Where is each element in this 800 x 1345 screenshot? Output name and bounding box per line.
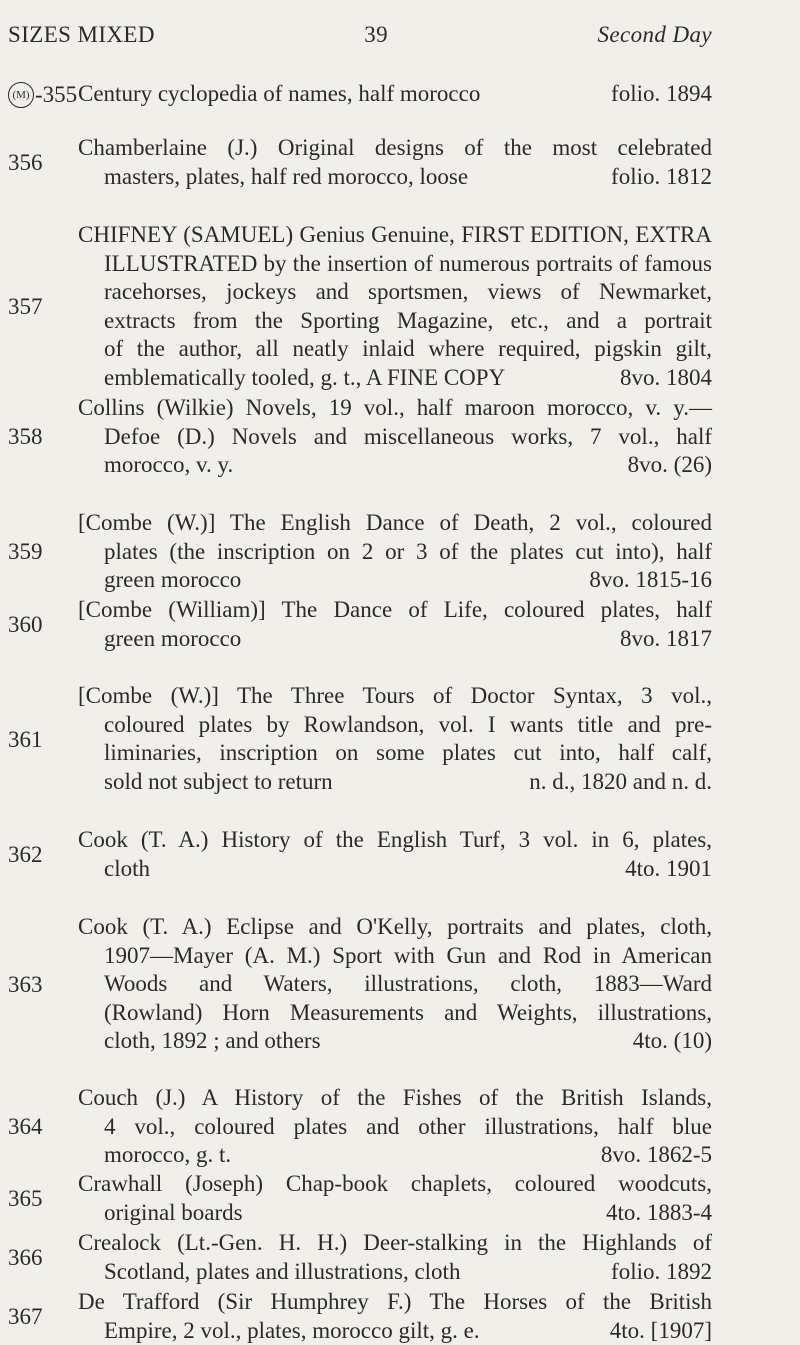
format-date: 8vo. (26) [628, 451, 712, 480]
format-date: 4to. [1907] [610, 1317, 712, 1345]
lot-description [78, 509, 712, 595]
format-date: folio. 1812 [611, 163, 712, 192]
header-left: SIZES MIXED [8, 22, 155, 48]
lot-number [8, 1084, 78, 1170]
lot-number [8, 596, 78, 653]
description-line: emblematically tooled, g. t., A FINE COPY 8vo. 1804 [78, 364, 712, 393]
description-line: Crealock (Lt.-Gen. H. H.) Deer-stalking in the Highlands of [78, 1229, 712, 1258]
description-line: green morocco 8vo. 1815-16 [78, 566, 712, 595]
description-line: [Combe (W.)] The Three Tours of Doctor Syntax, 3 vol., [78, 682, 712, 711]
lot-entry [8, 1084, 712, 1170]
lot-entry [8, 1288, 712, 1345]
lot-number-text: 363 [8, 970, 43, 999]
lot-number [8, 1170, 78, 1227]
format-date: 4to. 1901 [625, 855, 712, 884]
description-line: Cook (T. A.) History of the English Turf, 3 vol. in 6, plates, [78, 826, 712, 855]
lot-entry [8, 134, 712, 191]
description-line: masters, plates, half red morocco, loose folio. 1812 [78, 163, 712, 192]
lot-description [78, 394, 712, 480]
description-line: original boards 4to. 1883-4 [78, 1199, 712, 1228]
lot-description [78, 221, 712, 392]
lot-number [8, 509, 78, 595]
lot-description [78, 826, 712, 883]
description-line: of the author, all neatly inlaid where required, pigskin gilt, [78, 335, 712, 364]
lot-entry [8, 509, 712, 595]
description-line: (Rowland) Horn Measurements and Weights, illustrations, [78, 999, 712, 1028]
lot-description [78, 596, 712, 653]
lot-number-text: 356 [8, 148, 43, 177]
format-date: n. d., 1820 and n. d. [529, 768, 712, 797]
description-line: [Combe (William)] The Dance of Life, coloured plates, half [78, 596, 712, 625]
lot-entry [8, 221, 712, 392]
description-line: Scotland, plates and illustrations, cloth folio. 1892 [78, 1258, 712, 1287]
lot-entry [8, 682, 712, 796]
description-line: Couch (J.) A History of the Fishes of the British Islands, [78, 1084, 712, 1113]
lot-description [78, 1170, 712, 1227]
format-date: 8vo. 1817 [620, 625, 712, 654]
lot-number-text: 365 [8, 1184, 43, 1213]
description-line: morocco, g. t. 8vo. 1862-5 [78, 1141, 712, 1170]
lot-number [8, 826, 78, 883]
description-line: [Combe (W.)] The English Dance of Death, 2 vol., coloured [78, 509, 712, 538]
description-line: Defoe (D.) Novels and miscellaneous works, 7 vol., half [78, 423, 712, 452]
lot-number-text: 357 [8, 292, 43, 321]
description-line: Empire, 2 vol., plates, morocco gilt, g. e. 4to. [1907] [78, 1317, 712, 1345]
page-header [8, 22, 712, 48]
lot-description [78, 1288, 712, 1345]
lot-number [8, 1288, 78, 1345]
lot-number [8, 913, 78, 1056]
lot-description [78, 913, 712, 1056]
lot-entry [8, 1170, 712, 1227]
lot-number [8, 80, 78, 109]
lot-entry [8, 826, 712, 883]
description-line: cloth 4to. 1901 [78, 855, 712, 884]
lot-number-text: 366 [8, 1243, 43, 1272]
format-date: 4to. 1883-4 [606, 1199, 712, 1228]
description-line: Chamberlaine (J.) Original designs of the most celebrated [78, 134, 712, 163]
description-line: cloth, 1892 ; and others 4to. (10) [78, 1027, 712, 1056]
description-line: ILLUSTRATED by the insertion of numerous portraits of famous [78, 250, 712, 279]
lot-description [78, 1084, 712, 1170]
lot-number-text: 367 [8, 1302, 43, 1331]
description-line: plates (the inscription on 2 or 3 of the plates cut into), half [78, 538, 712, 567]
lot-description [78, 682, 712, 796]
format-date: 8vo. 1815-16 [589, 566, 712, 595]
lot-number-text: 359 [8, 537, 43, 566]
description-line: De Trafford (Sir Humphrey F.) The Horses of the British [78, 1288, 712, 1317]
description-line: CHIFNEY (SAMUEL) Genius Genuine, FIRST EDITION, EXTRA [78, 221, 712, 250]
description-line: Century cyclopedia of names, half morocco folio. 1894 [78, 80, 712, 109]
lot-number-text: 364 [8, 1112, 43, 1141]
lot-entry [8, 394, 712, 480]
description-line: sold not subject to return n. d., 1820 and n. d. [78, 768, 712, 797]
lot-entry [8, 80, 712, 109]
description-line: green morocco 8vo. 1817 [78, 625, 712, 654]
lot-number-text: 361 [8, 725, 43, 754]
lot-number-text: 362 [8, 840, 43, 869]
lot-mark: (M) [8, 82, 34, 108]
header-right: Second Day [598, 22, 713, 48]
description-line: Cook (T. A.) Eclipse and O'Kelly, portraits and plates, cloth, [78, 913, 712, 942]
lot-number [8, 394, 78, 480]
lot-number-text: 360 [8, 610, 43, 639]
lot-number [8, 682, 78, 796]
lot-number [8, 221, 78, 392]
format-date: 8vo. 1862-5 [601, 1141, 712, 1170]
format-date: folio. 1892 [611, 1258, 712, 1287]
description-line: racehorses, jockeys and sportsmen, views of Newmarket, [78, 278, 712, 307]
description-line: Crawhall (Joseph) Chap-book chaplets, coloured woodcuts, [78, 1170, 712, 1199]
lot-description [78, 134, 712, 191]
format-date: 8vo. 1804 [620, 364, 712, 393]
description-line: extracts from the Sporting Magazine, etc., and a portrait [78, 307, 712, 336]
description-line: Woods and Waters, illustrations, cloth, 1883—Ward [78, 970, 712, 999]
description-line: coloured plates by Rowlandson, vol. I wants title and pre- [78, 711, 712, 740]
lot-number [8, 134, 78, 191]
lot-number-text: -355 [35, 80, 77, 109]
lot-entry [8, 596, 712, 653]
lot-entry [8, 1229, 712, 1286]
description-line: 1907—Mayer (A. M.) Sport with Gun and Rod in American [78, 942, 712, 971]
page-number: 39 [364, 22, 388, 48]
lot-entry [8, 913, 712, 1056]
description-line: liminaries, inscription on some plates cut into, half calf, [78, 739, 712, 768]
lot-number-text: 358 [8, 422, 43, 451]
description-line: Collins (Wilkie) Novels, 19 vol., half maroon morocco, v. y.— [78, 394, 712, 423]
description-line: morocco, v. y. 8vo. (26) [78, 451, 712, 480]
format-date: 4to. (10) [633, 1027, 712, 1056]
lot-description [78, 1229, 712, 1286]
description-line: 4 vol., coloured plates and other illustrations, half blue [78, 1113, 712, 1142]
lot-number [8, 1229, 78, 1286]
lot-description [78, 80, 712, 109]
format-date: folio. 1894 [611, 80, 712, 109]
